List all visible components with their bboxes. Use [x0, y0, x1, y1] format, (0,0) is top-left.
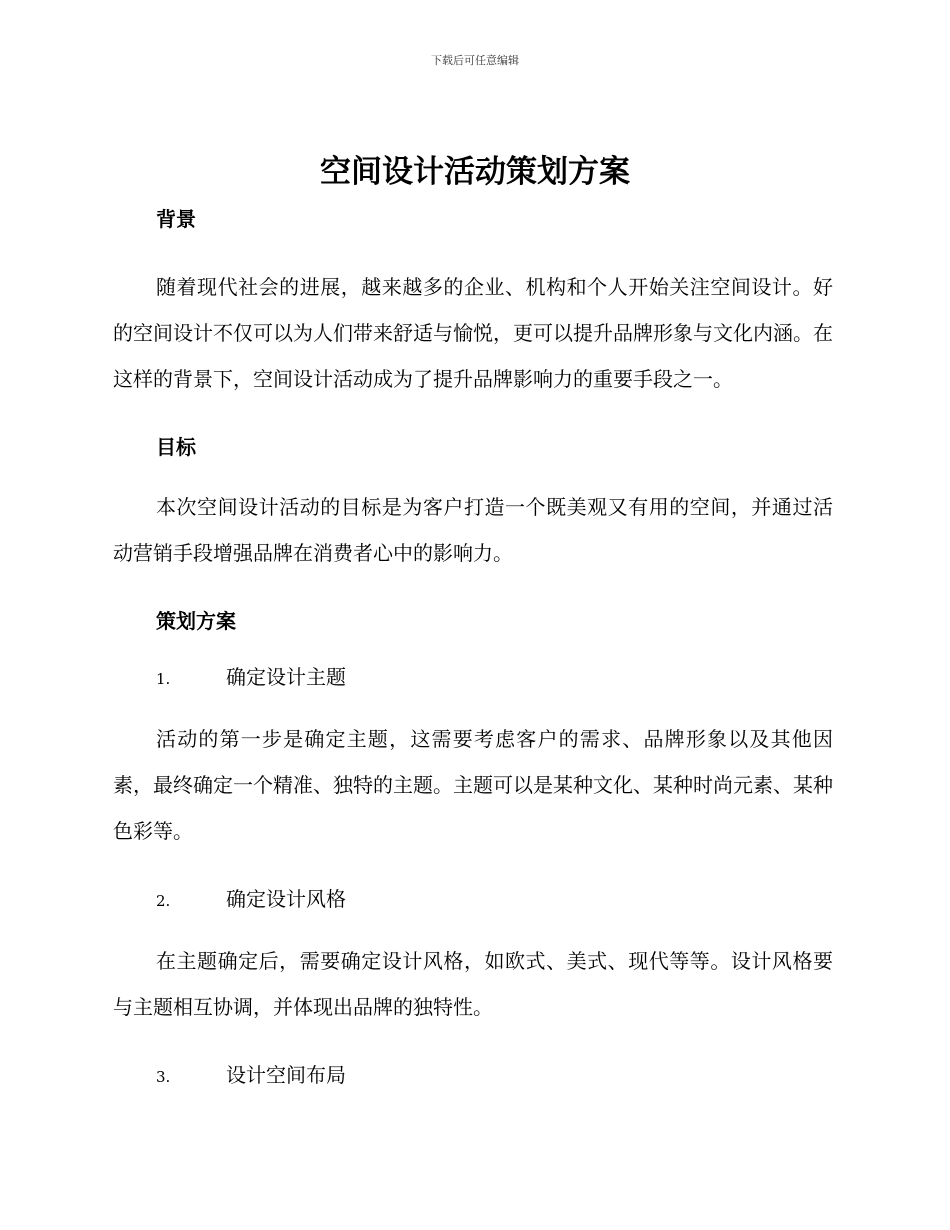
plan-item-2-paragraph: 在主题确定后，需要确定设计风格，如欧式、美式、现代等等。设计风格要与主题相互协调，并体现出品牌的独特性。	[113, 949, 833, 1019]
list-number: 1.	[156, 670, 171, 688]
list-label: 确定设计风格	[226, 887, 346, 911]
list-label: 确定设计主题	[226, 665, 346, 689]
plan-item-1	[113, 658, 833, 698]
section-heading-background: 背景	[156, 207, 196, 231]
background-paragraph: 随着现代社会的进展，越来越多的企业、机构和个人开始关注空间设计。好的空间设计不仅可以为人们带来舒适与愉悦，更可以提升品牌形象与文化内涵。在这样的背景下，空间设计活动成为了提升品牌影响力的重要手段之一。	[113, 275, 833, 391]
section-heading-plan: 策划方案	[156, 609, 236, 633]
list-label: 设计空间布局	[226, 1063, 346, 1087]
goal-paragraph: 本次空间设计活动的目标是为客户打造一个既美观又有用的空间，并通过活动营销手段增强品牌在消费者心中的影响力。	[113, 495, 833, 565]
list-number: 3.	[156, 1068, 171, 1086]
list-number: 2.	[156, 892, 171, 910]
header-note: 下载后可任意编辑	[431, 54, 519, 67]
document-body	[113, 200, 833, 1096]
document-title: 空间设计活动策划方案	[320, 154, 630, 190]
plan-item-3	[113, 1056, 833, 1096]
plan-item-1-paragraph: 活动的第一步是确定主题，这需要考虑客户的需求、品牌形象以及其他因素，最终确定一个精准、独特的主题。主题可以是某种文化、某种时尚元素、某种色彩等。	[113, 727, 833, 843]
plan-item-2	[113, 880, 833, 920]
section-heading-goal: 目标	[156, 435, 196, 459]
